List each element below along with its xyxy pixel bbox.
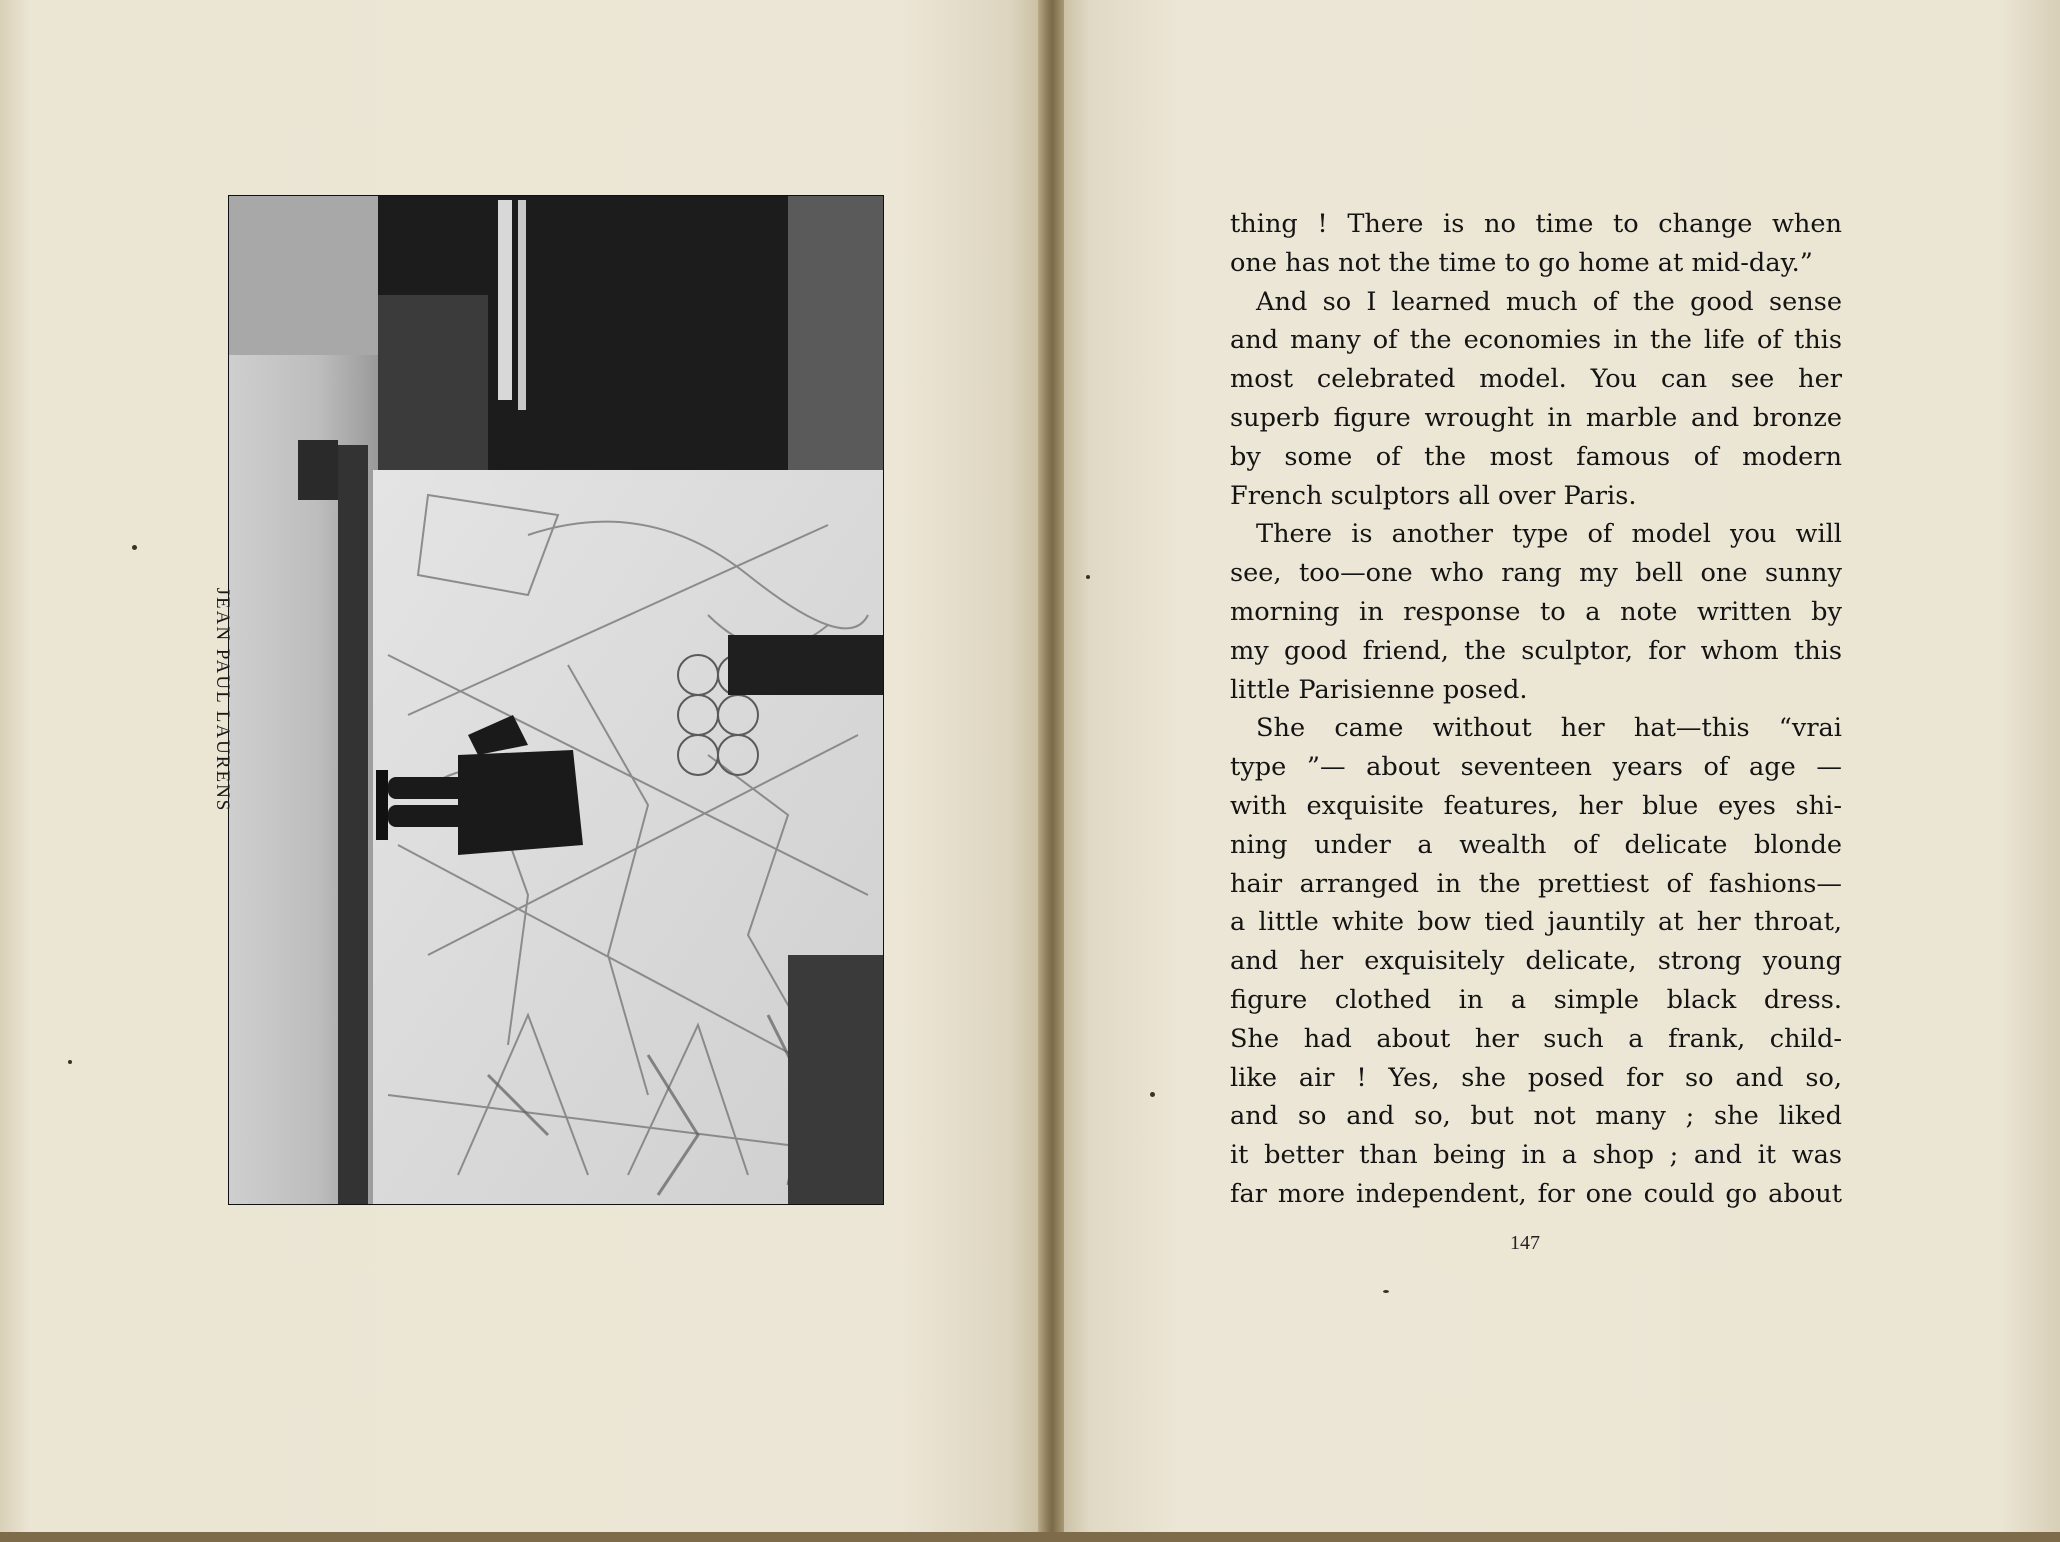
text-line: far more independent, for one could go about [1230,1178,1842,1209]
photo-plate [228,195,884,1205]
text-line: little Parisienne posed. [1230,674,1528,705]
plate-caption-text: JEAN PAUL LAURENS [212,587,233,813]
text-line: a little white bow tied jauntily at her throat, [1230,907,1842,938]
paper-speck [68,1060,72,1064]
text-line: it better than being in a shop ; and it was [1230,1140,1842,1171]
text-line: one has not the time to go home at mid-day.” [1230,247,1813,278]
paper-speck [1150,1092,1155,1097]
body-text [1230,205,1842,1214]
text-line: thing ! There is no time to change when [1230,209,1842,239]
paper-speck [132,545,137,550]
text-line: morning in response to a note written by [1230,596,1842,627]
text-line: by some of the most famous of modern [1230,441,1842,472]
text-line: hair arranged in the prettiest of fashions— [1230,868,1842,899]
text-line: and her exquisitely delicate, strong young [1230,946,1842,977]
text-line: and so and so, but not many ; she liked [1230,1101,1842,1132]
studio-photograph [228,195,884,1205]
paper-speck [1086,575,1090,579]
text-line: She had about her such a frank, child- [1230,1023,1842,1054]
text-line: figure clothed in a simple black dress. [1230,984,1842,1015]
text-line: and many of the economies in the life of this [1230,325,1842,356]
page-number: 147 [1510,1232,1540,1254]
bottom-edge [0,1532,2060,1542]
text-line: superb figure wrought in marble and bronze [1230,402,1842,433]
text-line: There is another type of model you will [1256,519,1842,550]
text-line: type ”— about seventeen years of age — [1230,752,1842,783]
text-line: see, too—one who rang my bell one sunny [1230,558,1842,589]
text-line: And so I learned much of the good sense [1256,286,1842,317]
text-line: most celebrated model. You can see her [1230,364,1842,395]
paper-speck [1383,1290,1389,1293]
text-line: my good friend, the sculptor, for whom this [1230,635,1842,666]
text-line: with exquisite features, her blue eyes shi- [1230,790,1842,821]
book-gutter [1038,0,1064,1542]
text-line: ning under a wealth of delicate blonde [1230,829,1842,860]
text-line: like air ! Yes, she posed for so and so, [1230,1062,1842,1093]
text-line: She came without her hat—this “vrai [1256,713,1842,744]
text-line: French sculptors all over Paris. [1230,480,1637,511]
